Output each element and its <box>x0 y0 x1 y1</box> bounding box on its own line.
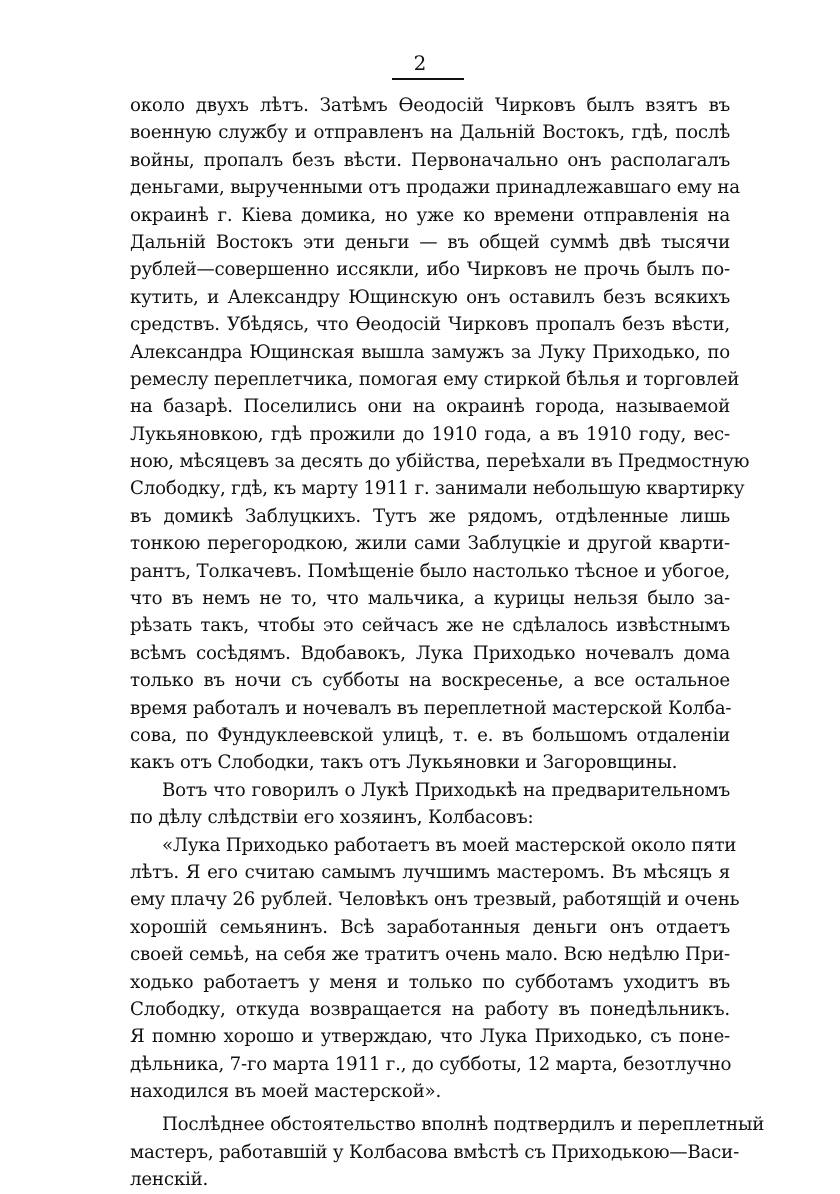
text-line: въ домикѣ Заблуцкихъ. Тутъ же рядомъ, отдѣленные лишь <box>130 505 730 527</box>
text-line: средствъ. Убѣдясь, что Ѳеодосій Чирковъ пропалъ безъ вѣсти, <box>130 314 730 336</box>
text-line: какъ отъ Слободки, такъ отъ Лукьяновки и Загоровщины. <box>130 752 678 774</box>
text-line: рѣзать такъ, чтобы это сейчасъ же не сдѣлалось извѣстнымъ <box>130 615 730 637</box>
text-line: Вотъ что говорилъ о Лукѣ Приходькѣ на предварительномъ <box>162 779 730 801</box>
text-line: сова, по Фундуклеевской улицѣ, т. е. въ большомъ отдаленіи <box>130 724 730 746</box>
text-line: Слободку, гдѣ, къ марту 1911 г. занимали небольшую квартирку <box>130 478 745 500</box>
text-line: по дѣлу слѣдствіи его хозяинъ, Колбасовъ: <box>130 807 534 829</box>
text-line: хорошій семьянинъ. Всѣ заработанныя деньги онъ отдаетъ <box>130 916 730 938</box>
text-line: войны, пропалъ безъ вѣсти. Первоначально онъ располагалъ <box>130 149 730 171</box>
paragraph <box>130 92 750 777</box>
body-text <box>130 92 765 1194</box>
text-line: что въ немъ не то, что мальчика, а курицы нельзя было за- <box>130 588 730 610</box>
text-line: находился въ моей мастерской». <box>130 1081 442 1103</box>
text-line: окраинѣ г. Кіева домика, но уже ко времени отправленія на <box>130 204 730 226</box>
text-line: рублей—совершенно иссякли, ибо Чирковъ не прочь былъ по- <box>130 259 730 281</box>
text-line: всѣмъ сосѣдямъ. Вдобавокъ, Лука Приходько ночевалъ дома <box>130 642 730 664</box>
text-line: ходько работаетъ у меня и только по субботамъ уходитъ въ <box>130 971 730 993</box>
text-line: Лукьяновкою, гдѣ прожили до 1910 года, а въ 1910 году, вес- <box>130 423 730 445</box>
paragraph <box>130 777 730 832</box>
text-line: около двухъ лѣтъ. Затѣмъ Ѳеодосій Чирковъ былъ взятъ въ <box>130 95 730 116</box>
text-line: Дальній Востокъ эти деньги — въ общей суммѣ двѣ тысячи <box>130 231 730 253</box>
text-line: своей семьѣ, на себя же тратитъ очень мало. Всю недѣлю При- <box>130 944 730 966</box>
text-line: кутить, и Александру Ющинскую онъ оставилъ безъ всякихъ <box>130 286 730 308</box>
text-line: ему плачу 26 рублей. Человѣкъ онъ трезвый, работящій и очень <box>130 889 740 911</box>
text-line: ремеслу переплетчика, помогая ему стиркой бѣлья и торговлей <box>130 368 740 390</box>
text-line: «Лука Приходько работаетъ въ моей мастерской около пяти <box>162 834 737 856</box>
text-line: рантъ, Толкачевъ. Помѣщеніе было настолько тѣсное и убогое, <box>130 560 730 582</box>
paragraph <box>130 1111 765 1193</box>
text-line: дѣльника, 7-го марта 1911 г., до субботы, 12 марта, безотлучно <box>130 1053 732 1075</box>
text-line: лѣтъ. Я его считаю самымъ лучшимъ мастеромъ. Въ мѣсяцъ я <box>130 861 730 883</box>
text-line: ленскій. <box>130 1169 209 1191</box>
text-line: ною, мѣсяцевъ за десять до убійства, переѣхали въ Предмостную <box>130 451 750 473</box>
text-line: Слободку, откуда возвращается на работу въ понедѣльникъ. <box>130 998 730 1020</box>
text-line: мастеръ, работавшій у Колбасова вмѣстѣ съ Приходькою—Васи- <box>130 1141 740 1163</box>
page-number: 2 <box>413 51 427 75</box>
text-line: Александра Ющинская вышла замужъ за Луку Приходько, по <box>130 341 730 363</box>
text-line: деньгами, вырученными отъ продажи принадлежавшаго ему на <box>130 177 740 199</box>
text-line: военную службу и отправленъ на Дальній Востокъ, гдѣ, послѣ <box>130 122 730 144</box>
text-line: Я помню хорошо и утверждаю, что Лука Приходько, съ поне- <box>130 1026 730 1048</box>
text-line: Послѣднее обстоятельство вполнѣ подтвердилъ и переплетный <box>162 1114 765 1136</box>
text-line: на базарѣ. Поселились они на окраинѣ города, называемой <box>130 396 730 418</box>
text-line: тонкою перегородкою, жили сами Заблуцкіе и другой кварти- <box>130 533 730 555</box>
text-line: только въ ночи съ субботы на воскресенье, а все остальное <box>130 670 730 692</box>
text-line: время работалъ и ночевалъ въ переплетной мастерской Колба- <box>130 697 732 719</box>
paragraph <box>130 832 740 1106</box>
page-number-rule <box>392 78 464 80</box>
